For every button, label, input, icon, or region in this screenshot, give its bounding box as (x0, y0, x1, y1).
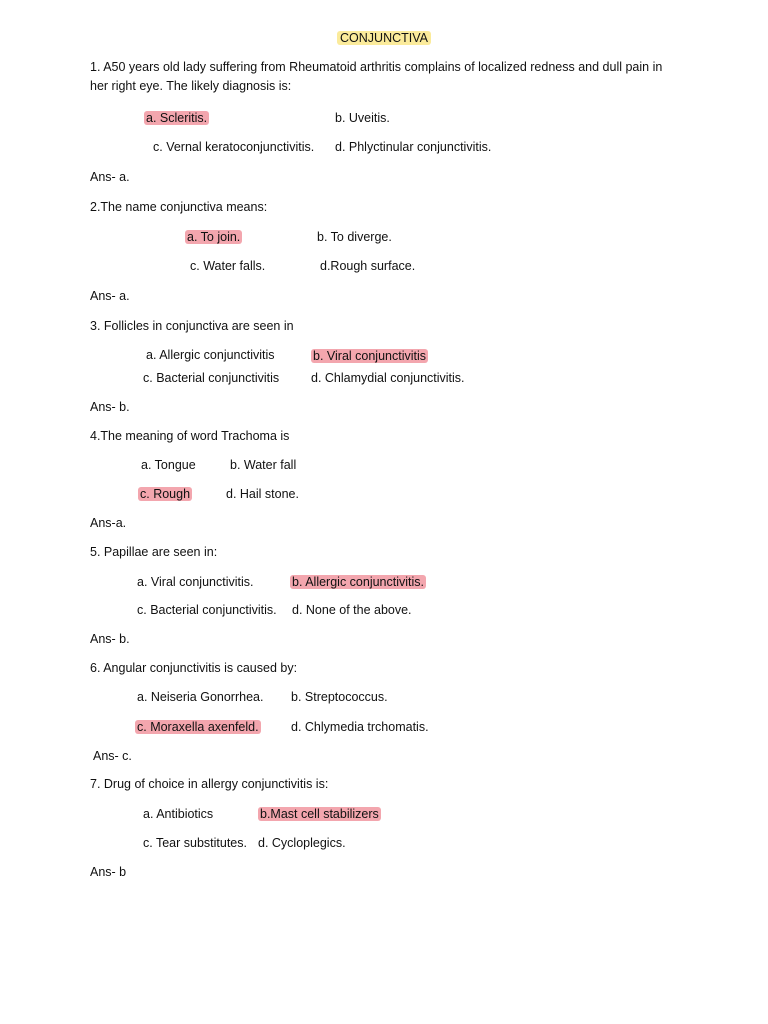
q4-option-d: d. Hail stone. (226, 487, 299, 501)
q7-answer: Ans- b (90, 865, 127, 879)
correct-answer-highlight: a. Scleritis. (146, 111, 208, 125)
q4-stem: 4.The meaning of word Trachoma is (90, 429, 290, 443)
q7-stem: 7. Drug of choice in allergy conjunctivitis is: (90, 777, 329, 791)
q6-answer: Ans- c. (93, 749, 132, 763)
correct-answer-highlight: c. Moraxella axenfeld. (137, 720, 259, 734)
correct-answer-highlight: b. Viral conjunctivitis (313, 349, 427, 363)
page-title (0, 30, 768, 46)
q2-option-d: d.Rough surface. (320, 259, 416, 273)
q5-option-b (292, 574, 426, 590)
title-highlight: CONJUNCTIVA (337, 31, 431, 45)
q3-option-a: a. Allergic conjunctivitis (146, 348, 275, 362)
q5-option-a: a. Viral conjunctivitis. (137, 575, 254, 589)
q7-option-c: c. Tear substitutes. (143, 836, 247, 850)
q7-option-d: d. Cycloplegics. (258, 836, 346, 850)
q7-option-a: a. Antibiotics (143, 807, 214, 821)
q3-stem: 3. Follicles in conjunctiva are seen in (90, 319, 294, 333)
correct-answer-highlight: c. Rough (140, 487, 191, 501)
q1-stem-line2: her right eye. The likely diagnosis is: (90, 79, 292, 93)
q4-option-a: a. Tongue (141, 458, 196, 472)
q3-option-d: d. Chlamydial conjunctivitis. (311, 371, 465, 385)
q1-option-d: d. Phlyctinular conjunctivitis. (335, 140, 492, 154)
q2-stem: 2.The name conjunctiva means: (90, 200, 268, 214)
q4-option-c (140, 486, 192, 502)
q1-option-b: b. Uveitis. (335, 111, 390, 125)
correct-answer-highlight: b.Mast cell stabilizers (260, 807, 379, 821)
q2-option-c: c. Water falls. (190, 259, 266, 273)
q1-stem-line1: 1. A50 years old lady suffering from Rheumatoid arthritis complains of localized redness and dull pain in (90, 60, 663, 74)
q6-stem: 6. Angular conjunctivitis is caused by: (90, 661, 298, 675)
q3-option-b (313, 348, 428, 364)
q4-option-b: b. Water fall (230, 458, 297, 472)
q2-answer: Ans- a. (90, 289, 130, 303)
q6-option-c (137, 719, 261, 735)
q4-answer: Ans-a. (90, 516, 127, 530)
q6-option-b: b. Streptococcus. (291, 690, 388, 704)
q1-option-a (146, 110, 209, 126)
q3-option-c: c. Bacterial conjunctivitis (143, 371, 280, 385)
q1-answer: Ans- a. (90, 170, 130, 184)
correct-answer-highlight: b. Allergic conjunctivitis. (292, 575, 425, 589)
q1-option-c: c. Vernal keratoconjunctivitis. (153, 140, 315, 154)
q5-stem: 5. Papillae are seen in: (90, 545, 218, 559)
q2-option-a (187, 229, 242, 245)
q5-answer: Ans- b. (90, 632, 130, 646)
q2-option-b: b. To diverge. (317, 230, 392, 244)
q5-option-c: c. Bacterial conjunctivitis. (137, 603, 277, 617)
q6-option-a: a. Neiseria Gonorrhea. (137, 690, 264, 704)
q5-option-d: d. None of the above. (292, 603, 412, 617)
q6-option-d: d. Chlymedia trchomatis. (291, 720, 429, 734)
q3-answer: Ans- b. (90, 400, 130, 414)
correct-answer-highlight: a. To join. (187, 230, 241, 244)
q7-option-b (260, 806, 381, 822)
